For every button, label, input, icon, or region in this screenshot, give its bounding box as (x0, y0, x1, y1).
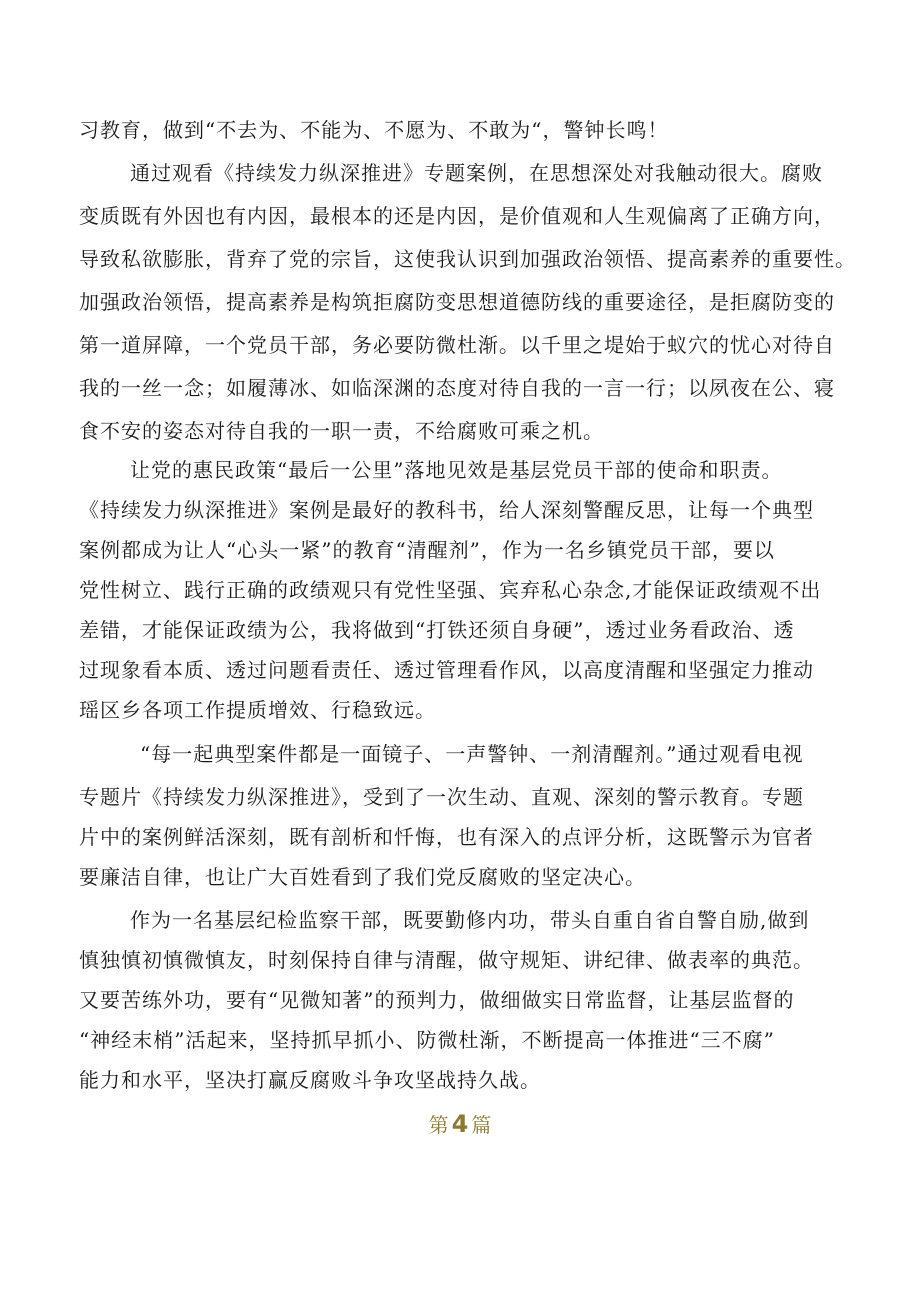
text-line: 让党的惠民政策“最后一公里”落地见效是基层党员干部的使命和职责。 (130, 458, 783, 482)
section-heading-prefix: 第 (428, 1113, 449, 1137)
text-line: 要廉洁自律，也让广大百姓看到了我们党反腐败的坚定决心。 (79, 865, 646, 889)
text-line: 又要苦练外功，要有“见微知著”的预判力，做细做实日常监督，让基层监督的 (79, 988, 795, 1012)
text-line: 变质既有外因也有内因，最根本的还是内因，是价值观和人生观偏离了正确方向， (79, 204, 835, 228)
text-line: 《持续发力纵深推进》案例是最好的教科书，给人深刻警醒反思，让每一个典型 (79, 498, 814, 522)
text-line: “神经末梢”活起来，坚持抓早抓小、防微杜渐，不断提高一体推进“三不腐” (79, 1028, 775, 1052)
text-line: 过现象看本质、透过问题看责任、透过管理看作风，以高度清醒和坚强定力推动 (79, 658, 814, 682)
text-line: 加强政治领悟，提高素养是构筑拒腐防变思想道德防线的重要途径，是拒腐防变的 (79, 290, 835, 314)
text-line: 作为一名基层纪检监察干部，既要勤修内功，带头自重自省自警自励,做到 (130, 908, 810, 932)
section-heading (0, 1110, 920, 1139)
text-line: 通过观看《持续发力纵深推进》专题案例，在思想深处对我触动很大。腐败 (130, 161, 823, 185)
section-heading-number: 4 (451, 1110, 469, 1138)
text-line: 导致私欲膨胀，背弃了党的宗旨，这使我认识到加强政治领悟、提高素养的重要性。 (79, 247, 856, 271)
text-line: 专题片《持续发力纵深推进》，受到了一次生动、直观、深刻的警示教育。专题 (79, 785, 804, 809)
text-line: 第一道屏障，一个党员干部，务必要防微杜渐。以千里之堤始于蚁穴的忧心对待自 (79, 333, 835, 357)
text-line: 慎独慎初慎微慎友，时刻保持自律与清醒，做守规矩、讲纪律、做表率的典范。 (79, 948, 814, 972)
text-line: 差错，才能保证政绩为公，我将做到“打铁还须自身硬”，透过业务看政治、透 (79, 618, 795, 642)
text-line: 案例都成为让人“心头一紧”的教育“清醒剂”，作为一名乡镇党员干部，要以 (79, 538, 775, 562)
section-heading-suffix: 篇 (471, 1113, 492, 1137)
text-line: 能力和水平，坚决打赢反腐败斗争攻坚战持久战。 (79, 1068, 541, 1092)
text-line: 食不安的姿态对待自我的一职一责，不给腐败可乘之机。 (79, 419, 604, 443)
text-line: 片中的案例鲜活深刻，既有剖析和忏悔，也有深入的点评分析，这既警示为官者 (79, 825, 814, 849)
text-line: 党性树立、践行正确的政绩观只有党性坚强、宾弃私心杂念,才能保证政绩观不出 (79, 578, 822, 602)
text-line: 习教育，做到“不去为、不能为、不愿为、不敢为“，警钟长鸣！ (79, 118, 669, 142)
text-line: 瑶区乡各项工作提质增效、行稳致远。 (79, 698, 436, 722)
text-line: “每一起典型案件都是一面镜子、一声警钟、一剂清醒剂。”通过观看电视 (140, 742, 804, 766)
text-line: 我的一丝一念；如履薄冰、如临深渊的态度对待自我的一言一行；以夙夜在公、寝 (79, 376, 835, 400)
